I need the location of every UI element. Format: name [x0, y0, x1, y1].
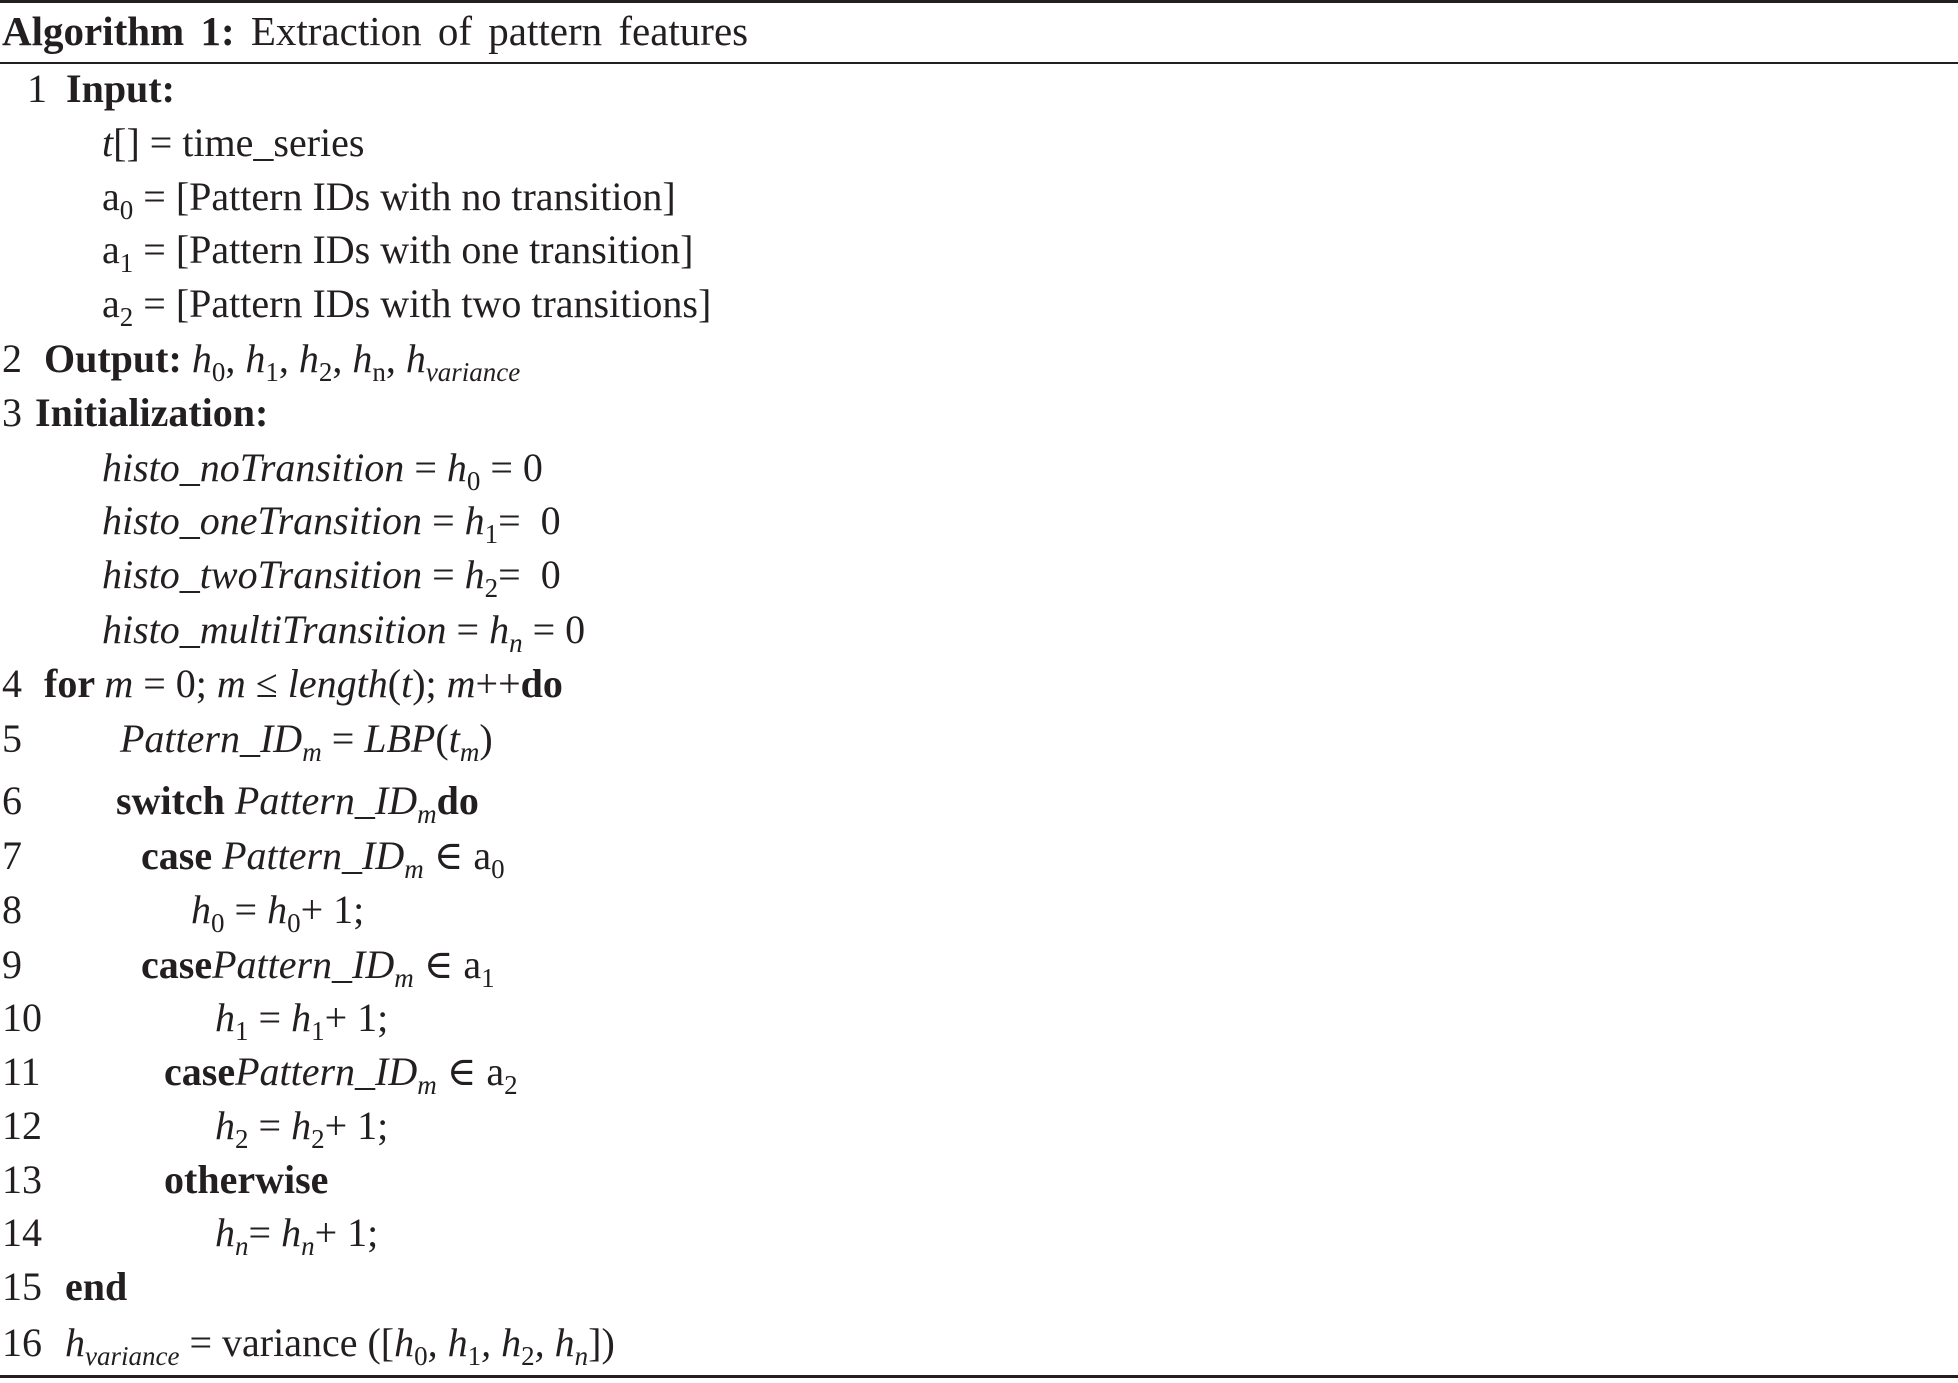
code-token: h: [291, 995, 312, 1040]
subscript: 0: [211, 908, 225, 938]
code-token: h: [281, 1210, 302, 1255]
code-token: t: [401, 661, 413, 706]
subscript: 1: [119, 248, 134, 278]
algorithm-line: [116, 774, 479, 828]
code-token: Pattern_ID: [212, 942, 395, 987]
algorithm-label: Algorithm 1:: [2, 8, 235, 54]
code-token: = 0: [522, 607, 586, 652]
subscript: n: [509, 628, 523, 658]
code-token: h: [215, 995, 235, 1040]
code-token: case: [141, 833, 223, 878]
code-token: a: [102, 227, 120, 272]
code-token: ∈ a: [413, 942, 482, 987]
subscript: 1: [235, 1016, 249, 1046]
algorithm-line: [120, 712, 493, 766]
code-token: ≤: [245, 661, 288, 706]
line-number: 1: [27, 66, 47, 111]
algorithm-line: [191, 883, 364, 937]
line-number: 13: [2, 1157, 42, 1202]
line-number: 4: [2, 661, 22, 706]
code-token: h: [464, 552, 485, 597]
code-token: h: [298, 336, 319, 381]
code-token: =: [446, 607, 490, 652]
code-token: Pattern_ID: [222, 833, 405, 878]
code-token: ,: [385, 336, 406, 381]
subscript: n: [372, 357, 386, 387]
code-token: Input:: [66, 66, 175, 111]
code-token: h: [191, 887, 211, 932]
code-token: Pattern_ID: [234, 778, 418, 823]
code-token: for: [44, 661, 105, 706]
subscript: 2: [484, 573, 499, 603]
subscript: variance: [425, 357, 521, 387]
code-token: + 1;: [324, 1103, 389, 1148]
subscript: 0: [287, 908, 301, 938]
code-token: =: [248, 1103, 292, 1148]
code-token: a: [102, 174, 120, 219]
subscript: 2: [521, 1341, 535, 1371]
code-token: ∈ a: [436, 1049, 505, 1094]
code-token: =: [248, 995, 292, 1040]
code-token: =: [422, 498, 465, 543]
code-token: LBP: [364, 716, 436, 761]
code-token: histo_noTransition: [102, 445, 405, 490]
code-token: m: [104, 661, 134, 706]
code-token: h: [191, 336, 212, 381]
line-number: 7: [2, 833, 22, 878]
code-token: m: [216, 661, 246, 706]
algorithm-line: [215, 1099, 388, 1153]
code-token: length: [287, 661, 388, 706]
algorithm-line: [141, 829, 505, 883]
code-token: Initialization:: [35, 390, 269, 435]
algorithm-caption: Extraction of pattern features: [234, 8, 749, 54]
code-token: ++: [475, 661, 521, 706]
code-token: ,: [332, 336, 353, 381]
algorithm-line: [102, 494, 561, 548]
code-token: t: [102, 120, 114, 165]
code-token: = [Pattern IDs with one transition]: [133, 227, 694, 272]
algorithm-title: [2, 4, 748, 58]
subscript: 1: [311, 1016, 325, 1046]
line-number: 6: [2, 778, 22, 823]
code-token: h: [291, 1103, 312, 1148]
code-token: (: [387, 661, 402, 706]
code-token: h: [352, 336, 373, 381]
subscript: 0: [211, 357, 226, 387]
line-number: 9: [2, 942, 22, 987]
subscript: 0: [491, 854, 505, 884]
code-token: + 1;: [324, 995, 389, 1040]
code-token: histo_oneTransition: [102, 498, 423, 543]
code-token: =: [321, 716, 365, 761]
code-token: h: [446, 445, 467, 490]
bottom-rule: [0, 1375, 1958, 1378]
algorithm-line: [164, 1153, 328, 1207]
code-token: );: [412, 661, 447, 706]
code-token: , h: [481, 1320, 522, 1365]
line-number: 14: [2, 1210, 42, 1255]
code-token: switch: [116, 778, 235, 823]
code-token: otherwise: [164, 1157, 329, 1202]
code-token: end: [65, 1264, 128, 1309]
subscript: m: [404, 854, 424, 884]
subscript: 2: [311, 1124, 325, 1154]
code-token: = variance ([: [179, 1320, 395, 1365]
subscript: n: [574, 1341, 589, 1371]
code-token: = [Pattern IDs with two transitions]: [133, 281, 712, 326]
code-token: histo_multiTransition: [102, 607, 447, 652]
code-token: h: [394, 1320, 415, 1365]
line-number: 5: [2, 716, 22, 761]
code-token: =: [224, 887, 268, 932]
line-number: 12: [2, 1103, 42, 1148]
algorithm-line: [65, 1260, 127, 1314]
subscript: 0: [466, 466, 481, 496]
subscript: n: [301, 1231, 315, 1261]
code-token: Pattern_ID: [235, 1049, 418, 1094]
algorithm-line: [102, 277, 711, 331]
code-token: ,: [225, 336, 246, 381]
code-token: h: [405, 336, 426, 381]
code-token: Output:: [44, 336, 192, 381]
code-token: , h: [427, 1320, 468, 1365]
code-token: + 1;: [300, 887, 365, 932]
subscript: 1: [467, 1341, 482, 1371]
code-token: =: [422, 552, 465, 597]
code-token: = 0;: [133, 661, 217, 706]
line-number: 3: [2, 390, 22, 435]
code-token: h: [215, 1103, 235, 1148]
code-token: h: [489, 607, 510, 652]
code-token: ∈ a: [423, 833, 492, 878]
code-token: ,: [278, 336, 299, 381]
code-token: = [Pattern IDs with no transition]: [133, 174, 676, 219]
algorithm-line: [164, 1045, 518, 1099]
title-rule: [0, 62, 1958, 64]
code-token: m: [446, 661, 476, 706]
code-token: = 0: [498, 552, 561, 597]
line-number: 15: [2, 1264, 42, 1309]
code-token: ]): [588, 1320, 615, 1365]
algorithm-line: [66, 62, 175, 116]
code-token: h: [65, 1320, 85, 1365]
algorithm-line: [102, 116, 365, 170]
subscript: 2: [504, 1070, 518, 1100]
algorithm-line: [44, 332, 520, 386]
algorithm-line: [35, 386, 268, 440]
line-number: 8: [2, 887, 22, 932]
code-token: case: [164, 1049, 236, 1094]
code-token: h: [215, 1210, 235, 1255]
code-token: h: [245, 336, 266, 381]
top-rule: [0, 0, 1958, 3]
subscript: 2: [318, 357, 333, 387]
code-token: + 1;: [314, 1210, 379, 1255]
code-token: =: [248, 1210, 282, 1255]
subscript: 2: [119, 302, 134, 332]
algorithm-line: [141, 938, 495, 992]
code-token: case: [141, 942, 213, 987]
subscript: 1: [481, 963, 495, 993]
code-token: do: [520, 661, 563, 706]
subscript: m: [417, 799, 437, 829]
subscript: variance: [85, 1341, 180, 1371]
algorithm-line: [102, 223, 694, 277]
subscript: 0: [414, 1341, 428, 1371]
subscript: 1: [484, 519, 499, 549]
code-token: = 0: [498, 498, 561, 543]
code-token: h: [464, 498, 485, 543]
line-number: 2: [2, 336, 22, 381]
algorithm-line: [215, 991, 388, 1045]
subscript: m: [394, 963, 414, 993]
code-token: Pattern_ID: [120, 716, 303, 761]
algorithm-line: [102, 441, 543, 495]
code-token: ): [479, 716, 493, 761]
code-token: t: [448, 716, 460, 761]
code-token: a: [102, 281, 120, 326]
subscript: 2: [235, 1124, 249, 1154]
code-token: (: [435, 716, 449, 761]
subscript: m: [459, 737, 480, 767]
algorithm-line: [44, 657, 563, 711]
code-token: =: [404, 445, 447, 490]
algorithm-line: [102, 548, 561, 602]
code-token: = 0: [480, 445, 543, 490]
algorithm-line: [65, 1316, 615, 1370]
algorithm-line: [215, 1206, 378, 1260]
subscript: m: [302, 737, 322, 767]
line-number: 16: [2, 1320, 42, 1365]
subscript: 1: [265, 357, 279, 387]
code-token: histo_twoTransition: [102, 552, 423, 597]
code-token: , h: [534, 1320, 575, 1365]
line-number: 10: [2, 995, 42, 1040]
subscript: 0: [119, 195, 134, 225]
code-token: [] = time_series: [113, 120, 365, 165]
subscript: n: [235, 1231, 249, 1261]
code-token: h: [267, 887, 288, 932]
algorithm-line: [102, 603, 585, 657]
algorithm-line: [102, 170, 676, 224]
line-number: 11: [2, 1049, 41, 1094]
subscript: m: [417, 1070, 437, 1100]
code-token: do: [436, 778, 479, 823]
